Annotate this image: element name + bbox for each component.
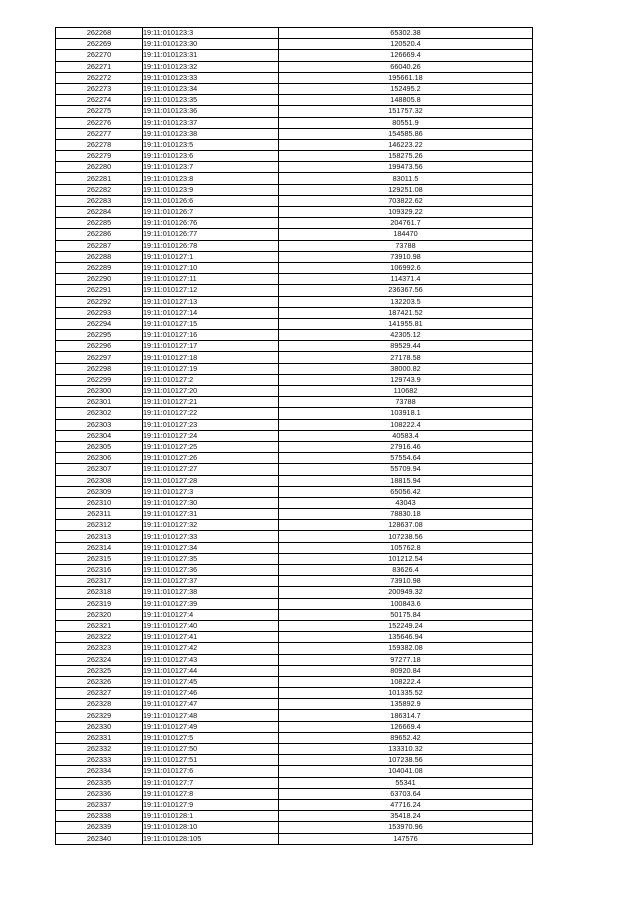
row-id-cell: 262297 bbox=[56, 352, 143, 363]
table-row bbox=[56, 106, 533, 117]
value-cell: 73788 bbox=[279, 240, 533, 251]
row-id-cell: 262314 bbox=[56, 542, 143, 553]
row-id-cell: 262315 bbox=[56, 553, 143, 564]
cadastral-number-cell: 19:11:010127:7 bbox=[143, 777, 279, 788]
table-row bbox=[56, 732, 533, 743]
cadastral-number-cell: 19:11:010127:43 bbox=[143, 654, 279, 665]
row-id-cell: 262287 bbox=[56, 240, 143, 251]
row-id-cell: 262285 bbox=[56, 218, 143, 229]
row-id-cell: 262295 bbox=[56, 330, 143, 341]
row-id-cell: 262281 bbox=[56, 173, 143, 184]
row-id-cell: 262298 bbox=[56, 363, 143, 374]
value-cell: 195661.18 bbox=[279, 72, 533, 83]
value-cell: 114371.4 bbox=[279, 274, 533, 285]
cadastral-number-cell: 19:11:010127:27 bbox=[143, 464, 279, 475]
table-row bbox=[56, 542, 533, 553]
value-cell: 151757.32 bbox=[279, 106, 533, 117]
cadastral-number-cell: 19:11:010127:42 bbox=[143, 643, 279, 654]
table-row bbox=[56, 207, 533, 218]
cadastral-number-cell: 19:11:010127:9 bbox=[143, 799, 279, 810]
cadastral-number-cell: 19:11:010127:34 bbox=[143, 542, 279, 553]
cadastral-number-cell: 19:11:010123:7 bbox=[143, 162, 279, 173]
value-cell: 104041.08 bbox=[279, 766, 533, 777]
row-id-cell: 262310 bbox=[56, 497, 143, 508]
value-cell: 200949.32 bbox=[279, 587, 533, 598]
table-row bbox=[56, 285, 533, 296]
table-row bbox=[56, 195, 533, 206]
cadastral-number-cell: 19:11:010127:28 bbox=[143, 475, 279, 486]
table-row bbox=[56, 274, 533, 285]
cadastral-number-cell: 19:11:010127:2 bbox=[143, 374, 279, 385]
table-row bbox=[56, 598, 533, 609]
cadastral-number-cell: 19:11:010126:76 bbox=[143, 218, 279, 229]
table-row bbox=[56, 464, 533, 475]
value-cell: 132203.5 bbox=[279, 296, 533, 307]
cadastral-number-cell: 19:11:010127:14 bbox=[143, 307, 279, 318]
cadastral-number-cell: 19:11:010127:51 bbox=[143, 755, 279, 766]
row-id-cell: 262337 bbox=[56, 799, 143, 810]
table-row bbox=[56, 520, 533, 531]
cadastral-number-cell: 19:11:010123:32 bbox=[143, 61, 279, 72]
cadastral-number-cell: 19:11:010127:5 bbox=[143, 732, 279, 743]
value-cell: 106992.6 bbox=[279, 262, 533, 273]
value-cell: 80920.84 bbox=[279, 665, 533, 676]
parcel-value-table bbox=[55, 27, 533, 845]
row-id-cell: 262322 bbox=[56, 632, 143, 643]
value-cell: 50175.84 bbox=[279, 609, 533, 620]
value-cell: 126669.4 bbox=[279, 50, 533, 61]
row-id-cell: 262289 bbox=[56, 262, 143, 273]
cadastral-number-cell: 19:11:010127:24 bbox=[143, 430, 279, 441]
row-id-cell: 262286 bbox=[56, 229, 143, 240]
table-row bbox=[56, 620, 533, 631]
table-row bbox=[56, 363, 533, 374]
cadastral-number-cell: 19:11:010127:30 bbox=[143, 497, 279, 508]
value-cell: 107238.56 bbox=[279, 755, 533, 766]
row-id-cell: 262318 bbox=[56, 587, 143, 598]
row-id-cell: 262299 bbox=[56, 374, 143, 385]
cadastral-number-cell: 19:11:010127:17 bbox=[143, 341, 279, 352]
value-cell: 103918.1 bbox=[279, 408, 533, 419]
table-row bbox=[56, 497, 533, 508]
row-id-cell: 262313 bbox=[56, 531, 143, 542]
row-id-cell: 262300 bbox=[56, 386, 143, 397]
row-id-cell: 262311 bbox=[56, 509, 143, 520]
cadastral-number-cell: 19:11:010123:5 bbox=[143, 139, 279, 150]
cadastral-number-cell: 19:11:010127:38 bbox=[143, 587, 279, 598]
row-id-cell: 262305 bbox=[56, 441, 143, 452]
value-cell: 236367.56 bbox=[279, 285, 533, 296]
cadastral-number-cell: 19:11:010127:12 bbox=[143, 285, 279, 296]
table-row bbox=[56, 50, 533, 61]
table-row bbox=[56, 341, 533, 352]
cadastral-number-cell: 19:11:010127:35 bbox=[143, 553, 279, 564]
cadastral-number-cell: 19:11:010126:6 bbox=[143, 195, 279, 206]
row-id-cell: 262282 bbox=[56, 184, 143, 195]
cadastral-number-cell: 19:11:010126:7 bbox=[143, 207, 279, 218]
table-row bbox=[56, 710, 533, 721]
row-id-cell: 262269 bbox=[56, 39, 143, 50]
cadastral-number-cell: 19:11:010127:22 bbox=[143, 408, 279, 419]
table-row bbox=[56, 318, 533, 329]
table-row bbox=[56, 688, 533, 699]
cadastral-number-cell: 19:11:010126:78 bbox=[143, 240, 279, 251]
row-id-cell: 262275 bbox=[56, 106, 143, 117]
cadastral-number-cell: 19:11:010123:37 bbox=[143, 117, 279, 128]
row-id-cell: 262271 bbox=[56, 61, 143, 72]
table-row bbox=[56, 173, 533, 184]
value-cell: 204761.7 bbox=[279, 218, 533, 229]
table-row bbox=[56, 788, 533, 799]
value-cell: 73788 bbox=[279, 397, 533, 408]
table-row bbox=[56, 822, 533, 833]
value-cell: 108222.4 bbox=[279, 419, 533, 430]
row-id-cell: 262270 bbox=[56, 50, 143, 61]
table-row bbox=[56, 755, 533, 766]
value-cell: 148805.8 bbox=[279, 95, 533, 106]
row-id-cell: 262272 bbox=[56, 72, 143, 83]
value-cell: 186314.7 bbox=[279, 710, 533, 721]
table-row bbox=[56, 811, 533, 822]
cadastral-number-cell: 19:11:010127:41 bbox=[143, 632, 279, 643]
cadastral-number-cell: 19:11:010127:33 bbox=[143, 531, 279, 542]
row-id-cell: 262303 bbox=[56, 419, 143, 430]
table-row bbox=[56, 509, 533, 520]
cadastral-number-cell: 19:11:010127:45 bbox=[143, 676, 279, 687]
table-row bbox=[56, 374, 533, 385]
table-row bbox=[56, 643, 533, 654]
table-row bbox=[56, 486, 533, 497]
value-cell: 73910.98 bbox=[279, 251, 533, 262]
cadastral-number-cell: 19:11:010127:32 bbox=[143, 520, 279, 531]
row-id-cell: 262330 bbox=[56, 721, 143, 732]
row-id-cell: 262325 bbox=[56, 665, 143, 676]
row-id-cell: 262312 bbox=[56, 520, 143, 531]
value-cell: 89529.44 bbox=[279, 341, 533, 352]
cadastral-number-cell: 19:11:010127:20 bbox=[143, 386, 279, 397]
row-id-cell: 262321 bbox=[56, 620, 143, 631]
table-row bbox=[56, 162, 533, 173]
table-row bbox=[56, 654, 533, 665]
table-row bbox=[56, 117, 533, 128]
value-cell: 101212.54 bbox=[279, 553, 533, 564]
table-row bbox=[56, 352, 533, 363]
cadastral-number-cell: 19:11:010123:34 bbox=[143, 83, 279, 94]
value-cell: 100843.6 bbox=[279, 598, 533, 609]
row-id-cell: 262290 bbox=[56, 274, 143, 285]
cadastral-number-cell: 19:11:010127:1 bbox=[143, 251, 279, 262]
row-id-cell: 262329 bbox=[56, 710, 143, 721]
row-id-cell: 262291 bbox=[56, 285, 143, 296]
cadastral-number-cell: 19:11:010127:44 bbox=[143, 665, 279, 676]
table-row bbox=[56, 553, 533, 564]
cadastral-number-cell: 19:11:010127:37 bbox=[143, 576, 279, 587]
value-cell: 101335.52 bbox=[279, 688, 533, 699]
row-id-cell: 262336 bbox=[56, 788, 143, 799]
cadastral-number-cell: 19:11:010127:18 bbox=[143, 352, 279, 363]
value-cell: 27178.58 bbox=[279, 352, 533, 363]
table-row bbox=[56, 721, 533, 732]
value-cell: 154585.86 bbox=[279, 128, 533, 139]
value-cell: 184470 bbox=[279, 229, 533, 240]
value-cell: 55709.94 bbox=[279, 464, 533, 475]
cadastral-number-cell: 19:11:010127:48 bbox=[143, 710, 279, 721]
cadastral-number-cell: 19:11:010127:21 bbox=[143, 397, 279, 408]
value-cell: 105762.8 bbox=[279, 542, 533, 553]
value-cell: 27916.46 bbox=[279, 441, 533, 452]
row-id-cell: 262276 bbox=[56, 117, 143, 128]
value-cell: 83011.5 bbox=[279, 173, 533, 184]
value-cell: 158275.26 bbox=[279, 151, 533, 162]
row-id-cell: 262280 bbox=[56, 162, 143, 173]
table-row bbox=[56, 330, 533, 341]
table-row bbox=[56, 408, 533, 419]
table-row bbox=[56, 151, 533, 162]
value-cell: 135892.9 bbox=[279, 699, 533, 710]
table-row bbox=[56, 28, 533, 39]
row-id-cell: 262317 bbox=[56, 576, 143, 587]
table-row bbox=[56, 766, 533, 777]
row-id-cell: 262319 bbox=[56, 598, 143, 609]
table-row bbox=[56, 262, 533, 273]
value-cell: 42305.12 bbox=[279, 330, 533, 341]
cadastral-number-cell: 19:11:010123:35 bbox=[143, 95, 279, 106]
table-row bbox=[56, 665, 533, 676]
cadastral-number-cell: 19:11:010127:40 bbox=[143, 620, 279, 631]
value-cell: 65302.38 bbox=[279, 28, 533, 39]
table-row bbox=[56, 397, 533, 408]
cadastral-number-cell: 19:11:010127:15 bbox=[143, 318, 279, 329]
table-row bbox=[56, 441, 533, 452]
table-row bbox=[56, 430, 533, 441]
row-id-cell: 262278 bbox=[56, 139, 143, 150]
row-id-cell: 262274 bbox=[56, 95, 143, 106]
row-id-cell: 262309 bbox=[56, 486, 143, 497]
table-row bbox=[56, 419, 533, 430]
value-cell: 199473.56 bbox=[279, 162, 533, 173]
value-cell: 110682 bbox=[279, 386, 533, 397]
row-id-cell: 262328 bbox=[56, 699, 143, 710]
cadastral-number-cell: 19:11:010128:10 bbox=[143, 822, 279, 833]
value-cell: 129251.08 bbox=[279, 184, 533, 195]
value-cell: 78830.18 bbox=[279, 509, 533, 520]
value-cell: 57554.64 bbox=[279, 453, 533, 464]
value-cell: 97277.18 bbox=[279, 654, 533, 665]
table-row bbox=[56, 475, 533, 486]
table-row bbox=[56, 531, 533, 542]
table-row bbox=[56, 39, 533, 50]
table-row bbox=[56, 453, 533, 464]
cadastral-number-cell: 19:11:010128:1 bbox=[143, 811, 279, 822]
value-cell: 80551.9 bbox=[279, 117, 533, 128]
value-cell: 141955.81 bbox=[279, 318, 533, 329]
row-id-cell: 262307 bbox=[56, 464, 143, 475]
row-id-cell: 262294 bbox=[56, 318, 143, 329]
table-row bbox=[56, 777, 533, 788]
cadastral-number-cell: 19:11:010127:39 bbox=[143, 598, 279, 609]
value-cell: 129743.9 bbox=[279, 374, 533, 385]
cadastral-number-cell: 19:11:010127:3 bbox=[143, 486, 279, 497]
value-cell: 120520.4 bbox=[279, 39, 533, 50]
value-cell: 18815.94 bbox=[279, 475, 533, 486]
row-id-cell: 262292 bbox=[56, 296, 143, 307]
value-cell: 152249.24 bbox=[279, 620, 533, 631]
cadastral-number-cell: 19:11:010123:33 bbox=[143, 72, 279, 83]
value-cell: 133310.32 bbox=[279, 744, 533, 755]
table-row bbox=[56, 128, 533, 139]
cadastral-number-cell: 19:11:010123:36 bbox=[143, 106, 279, 117]
row-id-cell: 262320 bbox=[56, 609, 143, 620]
row-id-cell: 262273 bbox=[56, 83, 143, 94]
value-cell: 47716.24 bbox=[279, 799, 533, 810]
table-row bbox=[56, 184, 533, 195]
row-id-cell: 262306 bbox=[56, 453, 143, 464]
table-row bbox=[56, 139, 533, 150]
value-cell: 159382.08 bbox=[279, 643, 533, 654]
cadastral-number-cell: 19:11:010127:13 bbox=[143, 296, 279, 307]
table-row bbox=[56, 83, 533, 94]
cadastral-number-cell: 19:11:010123:31 bbox=[143, 50, 279, 61]
cadastral-number-cell: 19:11:010127:6 bbox=[143, 766, 279, 777]
row-id-cell: 262340 bbox=[56, 833, 143, 844]
value-cell: 146223.22 bbox=[279, 139, 533, 150]
table-row bbox=[56, 240, 533, 251]
row-id-cell: 262327 bbox=[56, 688, 143, 699]
table-row bbox=[56, 565, 533, 576]
row-id-cell: 262339 bbox=[56, 822, 143, 833]
table-row bbox=[56, 799, 533, 810]
table-row bbox=[56, 95, 533, 106]
value-cell: 107238.56 bbox=[279, 531, 533, 542]
value-cell: 35418.24 bbox=[279, 811, 533, 822]
cadastral-number-cell: 19:11:010127:8 bbox=[143, 788, 279, 799]
value-cell: 83626.4 bbox=[279, 565, 533, 576]
cadastral-number-cell: 19:11:010127:46 bbox=[143, 688, 279, 699]
row-id-cell: 262338 bbox=[56, 811, 143, 822]
value-cell: 128637.08 bbox=[279, 520, 533, 531]
row-id-cell: 262333 bbox=[56, 755, 143, 766]
row-id-cell: 262268 bbox=[56, 28, 143, 39]
row-id-cell: 262301 bbox=[56, 397, 143, 408]
table-row bbox=[56, 632, 533, 643]
value-cell: 108222.4 bbox=[279, 676, 533, 687]
value-cell: 703822.62 bbox=[279, 195, 533, 206]
cadastral-number-cell: 19:11:010127:26 bbox=[143, 453, 279, 464]
row-id-cell: 262296 bbox=[56, 341, 143, 352]
row-id-cell: 262323 bbox=[56, 643, 143, 654]
cadastral-number-cell: 19:11:010127:10 bbox=[143, 262, 279, 273]
cadastral-number-cell: 19:11:010127:49 bbox=[143, 721, 279, 732]
table-row bbox=[56, 744, 533, 755]
cadastral-number-cell: 19:11:010127:25 bbox=[143, 441, 279, 452]
table-row bbox=[56, 676, 533, 687]
table-row bbox=[56, 218, 533, 229]
cadastral-number-cell: 19:11:010123:9 bbox=[143, 184, 279, 195]
row-id-cell: 262304 bbox=[56, 430, 143, 441]
value-cell: 63703.64 bbox=[279, 788, 533, 799]
cadastral-number-cell: 19:11:010127:31 bbox=[143, 509, 279, 520]
value-cell: 147576 bbox=[279, 833, 533, 844]
table-row bbox=[56, 307, 533, 318]
cadastral-number-cell: 19:11:010123:38 bbox=[143, 128, 279, 139]
cadastral-number-cell: 19:11:010127:4 bbox=[143, 609, 279, 620]
cadastral-number-cell: 19:11:010127:47 bbox=[143, 699, 279, 710]
table-row bbox=[56, 699, 533, 710]
table-row bbox=[56, 229, 533, 240]
cadastral-number-cell: 19:11:010127:50 bbox=[143, 744, 279, 755]
value-cell: 40583.4 bbox=[279, 430, 533, 441]
row-id-cell: 262331 bbox=[56, 732, 143, 743]
cadastral-number-cell: 19:11:010123:8 bbox=[143, 173, 279, 184]
value-cell: 38000.82 bbox=[279, 363, 533, 374]
table-row bbox=[56, 72, 533, 83]
table-row bbox=[56, 833, 533, 844]
row-id-cell: 262277 bbox=[56, 128, 143, 139]
cadastral-number-cell: 19:11:010127:23 bbox=[143, 419, 279, 430]
row-id-cell: 262293 bbox=[56, 307, 143, 318]
cadastral-number-cell: 19:11:010128:105 bbox=[143, 833, 279, 844]
row-id-cell: 262279 bbox=[56, 151, 143, 162]
row-id-cell: 262283 bbox=[56, 195, 143, 206]
cadastral-number-cell: 19:11:010123:3 bbox=[143, 28, 279, 39]
row-id-cell: 262284 bbox=[56, 207, 143, 218]
row-id-cell: 262324 bbox=[56, 654, 143, 665]
value-cell: 109329.22 bbox=[279, 207, 533, 218]
row-id-cell: 262302 bbox=[56, 408, 143, 419]
cadastral-number-cell: 19:11:010127:36 bbox=[143, 565, 279, 576]
cadastral-number-cell: 19:11:010127:16 bbox=[143, 330, 279, 341]
table-row bbox=[56, 576, 533, 587]
value-cell: 66040.26 bbox=[279, 61, 533, 72]
row-id-cell: 262288 bbox=[56, 251, 143, 262]
table-row bbox=[56, 587, 533, 598]
value-cell: 89652.42 bbox=[279, 732, 533, 743]
value-cell: 73910.98 bbox=[279, 576, 533, 587]
cadastral-number-cell: 19:11:010127:19 bbox=[143, 363, 279, 374]
row-id-cell: 262332 bbox=[56, 744, 143, 755]
table-row bbox=[56, 296, 533, 307]
table-row bbox=[56, 61, 533, 72]
row-id-cell: 262316 bbox=[56, 565, 143, 576]
cadastral-number-cell: 19:11:010123:30 bbox=[143, 39, 279, 50]
cadastral-number-cell: 19:11:010123:6 bbox=[143, 151, 279, 162]
row-id-cell: 262335 bbox=[56, 777, 143, 788]
table-row bbox=[56, 386, 533, 397]
value-cell: 65056.42 bbox=[279, 486, 533, 497]
row-id-cell: 262326 bbox=[56, 676, 143, 687]
table-body bbox=[56, 28, 533, 845]
table-row bbox=[56, 609, 533, 620]
row-id-cell: 262308 bbox=[56, 475, 143, 486]
cadastral-number-cell: 19:11:010127:11 bbox=[143, 274, 279, 285]
table-row bbox=[56, 251, 533, 262]
cadastral-number-cell: 19:11:010126:77 bbox=[143, 229, 279, 240]
value-cell: 187421.52 bbox=[279, 307, 533, 318]
value-cell: 126669.4 bbox=[279, 721, 533, 732]
value-cell: 135646.94 bbox=[279, 632, 533, 643]
row-id-cell: 262334 bbox=[56, 766, 143, 777]
value-cell: 152495.2 bbox=[279, 83, 533, 94]
value-cell: 55341 bbox=[279, 777, 533, 788]
value-cell: 153970.96 bbox=[279, 822, 533, 833]
value-cell: 43043 bbox=[279, 497, 533, 508]
